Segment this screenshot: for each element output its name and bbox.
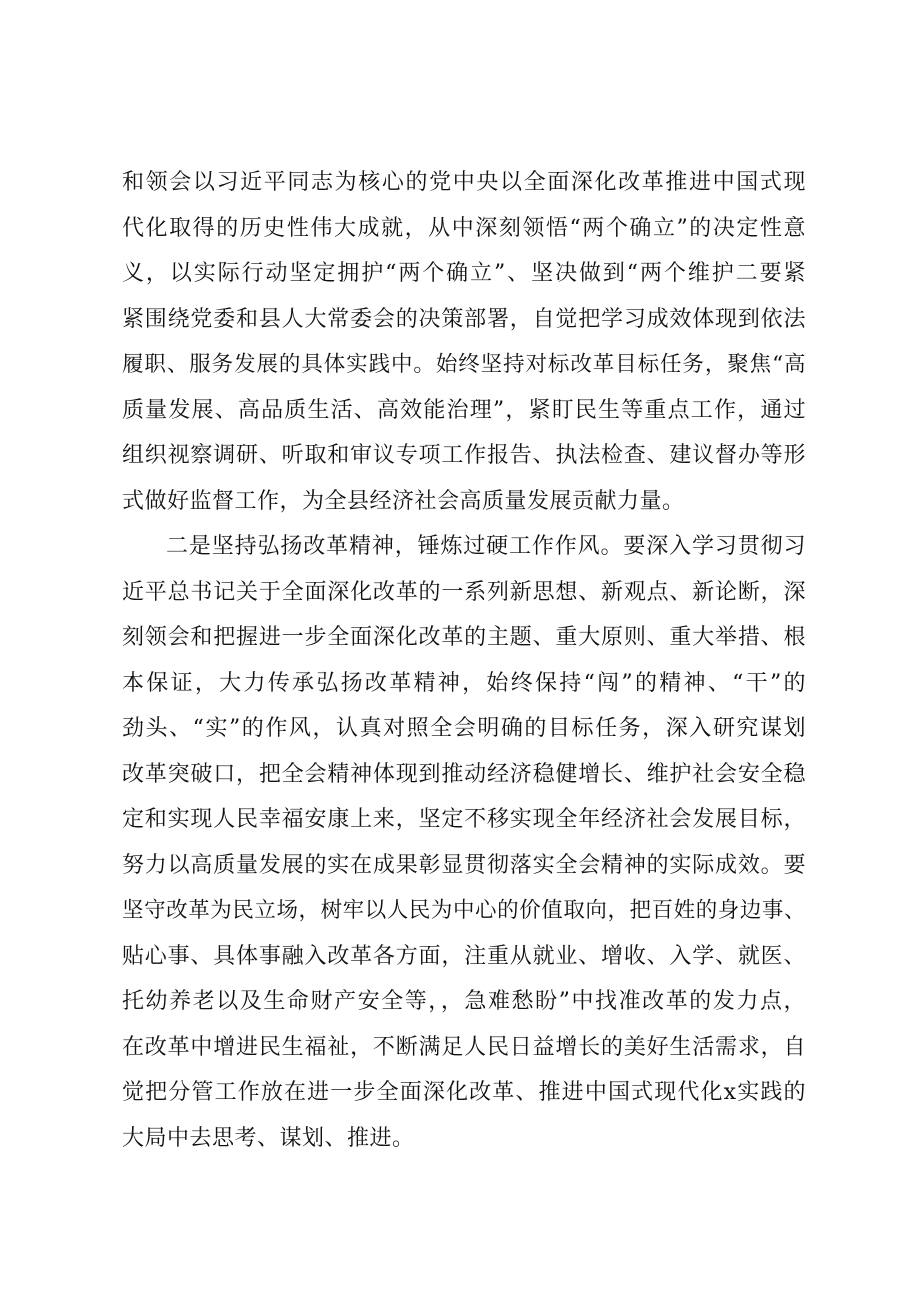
text-line: 组织视察调研、听取和审议专项工作报告、执法检查、建议督办等形 — [122, 443, 806, 468]
text-line: 履职、服务发展的具体实践中。始终坚持对标改革目标任务，聚焦“高 — [122, 352, 806, 377]
paragraph-1 — [122, 160, 806, 524]
text-line: 和领会以习近平同志为核心的党中央以全面深化改革推进中国式现 — [122, 170, 806, 195]
text-line: 觉把分管工作放在进一步全面深化改革、推进中国式现代化x实践的 — [122, 1080, 806, 1105]
text-line: 在改革中增进民生福祉，不断满足人民日益增长的美好生活需求，自 — [122, 1034, 806, 1060]
text-line: 托幼养老以及生命财产安全等，，急难愁盼”中找准改革的发力点， — [122, 989, 806, 1014]
text-line: 义，以实际行动坚定拥护“两个确立”、坚决做到“两个维护二要紧 — [122, 261, 806, 286]
text-line: 刻领会和把握进一步全面深化改革的主题、重大原则、重大举措、根 — [122, 625, 806, 650]
text-line: 改革突破口，把全会精神体现到推动经济稳健增长、维护社会安全稳 — [122, 761, 806, 787]
text-line: 质量发展、高品质生活、高效能治理”，紧盯民生等重点工作，通过 — [122, 397, 806, 423]
text-line: 坚守改革为民立场，树牢以人民为中心的价值取向，把百姓的身边事、 — [122, 898, 806, 923]
text-line: 努力以高质量发展的实在成果彰显贯彻落实全会精神的实际成效。要 — [122, 852, 806, 878]
text-line: 式做好监督工作，为全县经济社会高质量发展贡献力量。 — [122, 488, 685, 514]
paragraph-2 — [122, 524, 806, 1161]
text-line: 本保证，大力传承弘扬改革精神，始终保持“闯”的精神、“干”的 — [122, 670, 806, 696]
text-line: 定和实现人民幸福安康上来，坚定不移实现全年经济社会发展目标， — [122, 807, 806, 832]
text-line: 二是坚持弘扬改革精神，锤炼过硬工作作风。要深入学习贯彻习 — [166, 534, 806, 559]
text-line: 代化取得的历史性伟大成就，从中深刻领悟“两个确立”的决定性意 — [122, 215, 806, 241]
document-body — [122, 160, 806, 1161]
text-line: 大局中去思考、谋划、推进。 — [122, 1125, 415, 1151]
text-line: 紧围绕党委和县人大常委会的决策部署，自觉把学习成效体现到依法 — [122, 306, 806, 332]
text-line: 近平总书记关于全面深化改革的一系列新思想、新观点、新论断，深 — [122, 579, 806, 605]
text-line: 贴心事、具体事融入改革各方面，注重从就业、增收、入学、就医、 — [122, 943, 806, 969]
text-line: 劲头、“实”的作风，认真对照全会明确的目标任务，深入研究谋划 — [122, 716, 806, 741]
